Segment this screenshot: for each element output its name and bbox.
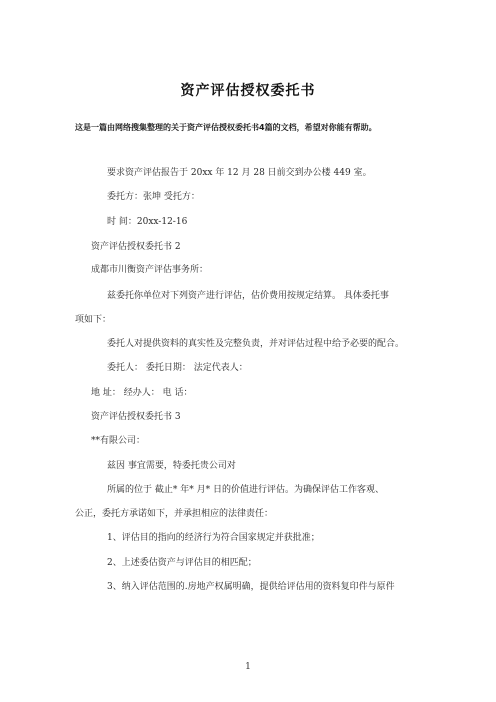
paragraph-line: 时 间：20xx-12-16 <box>107 217 188 227</box>
page-number: 1 <box>245 662 251 672</box>
list-item: 1、评估目的指向的经济行为符合国家规定并获批准； <box>107 533 320 543</box>
paragraph-line: 地 址： 经办人： 电 话： <box>91 388 193 398</box>
paragraph-line: 公正，委托方承诺如下，并承担相应的法律责任： <box>75 509 274 519</box>
paragraph-line: 成都市川衡资产评估事务所： <box>91 265 209 275</box>
paragraph-line: **有限公司： <box>91 436 146 446</box>
section-heading: 资产评估授权委托书 3 <box>91 412 181 422</box>
paragraph-line: 要求资产评估报告于 20xx 年 12 月 28 日前交到办公楼 449 室。 <box>107 168 372 178</box>
paragraph-line: 兹委托你单位对下列资产进行评估，估价费用按规定结算。 具体委托事 <box>107 291 389 301</box>
section-heading: 资产评估授权委托书 2 <box>91 242 181 252</box>
document-subtitle: 这是一篇由网络搜集整理的关于资产评估授权委托书4篇的文档，希望对你能有帮助。 <box>75 123 377 132</box>
paragraph-line: 兹因 事宜需要，特委托贵公司对 <box>107 461 236 471</box>
paragraph-line: 委托人对提供资料的真实性及完整负责，并对评估过程中给予必要的配合。 <box>107 339 405 349</box>
paragraph-line: 所属的位于 截止* 年* 月* 日的价值进行评估。为确保评估工作客观、 <box>107 485 384 495</box>
paragraph-line: 项如下： <box>75 315 112 325</box>
paragraph-line: 委托人： 委托日期： 法定代表人： <box>107 363 248 373</box>
paragraph-line: 委托方：张坤 受托方： <box>107 192 200 202</box>
list-item: 2、上述委估资产与评估目的相匹配； <box>107 558 257 568</box>
list-item: 3、纳入评估范围的.房地产权属明确，提供给评估用的资料复印件与原件 <box>107 582 395 592</box>
document-title: 资产评估授权委托书 <box>180 83 316 99</box>
